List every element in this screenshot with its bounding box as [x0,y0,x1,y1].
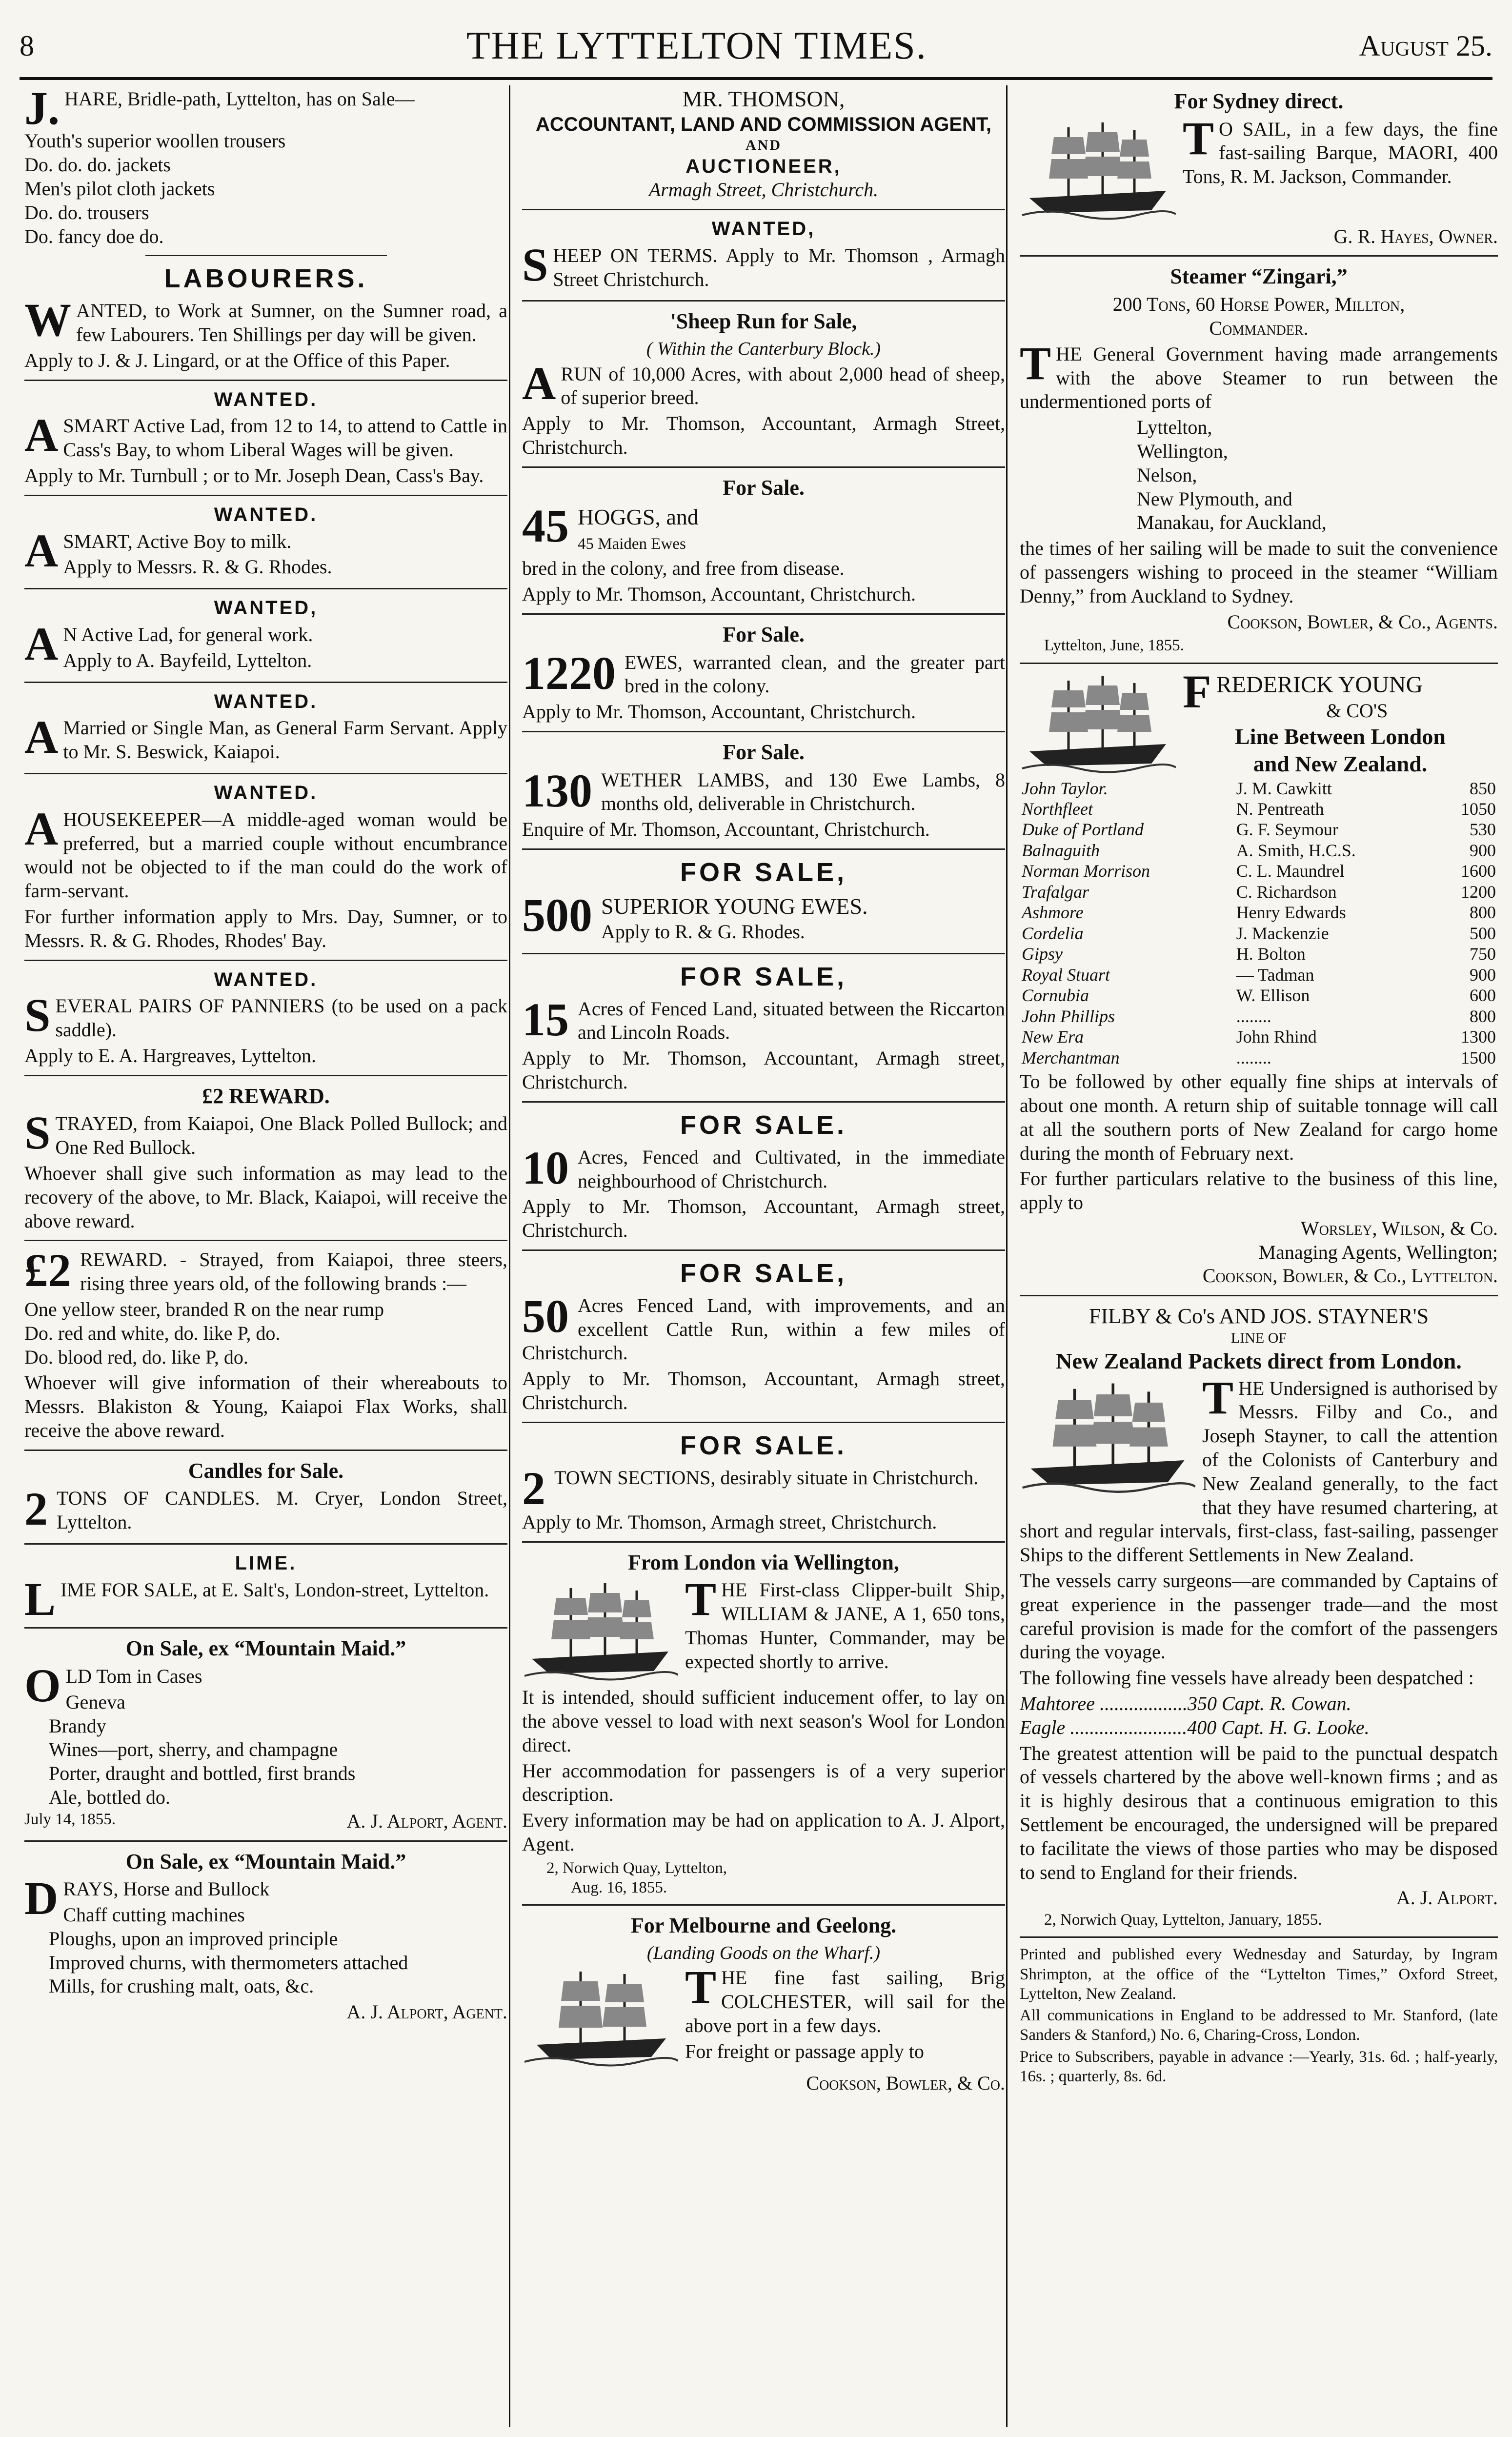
ad-acres-50 [522,1258,1005,1415]
captain: N. Pentreath [1236,799,1324,819]
newspaper-title: THE LYTTELTON TIMES. [466,24,927,68]
ad-sydney [1020,88,1498,248]
ad-wanted-active-lad [24,596,507,674]
big-figure: 500 [522,888,592,941]
list-item: Improved churns, with thermometers attached [49,1951,408,1974]
list-item: Lyttelton, [1137,416,1212,439]
list-item: Do. blood red, do. like P, do. [24,1346,248,1368]
list-item: Wines—port, sherry, and champagne [49,1738,338,1761]
table-row [1020,1006,1498,1027]
tonnage: 1200 [1461,882,1496,902]
tonnage: 800 [1470,1006,1496,1026]
ad-body: SMART Active Lad, from 12 to 14, to attend to Cattle in Cass's Bay, to whom Liberal Wages will be given. [63,415,507,461]
ad-heading: For Sale. [723,622,805,646]
ad-body: HE General Government having made arrangements with the above Steamer to run between the undermentioned ports of [1020,342,1498,413]
ad-heading: FOR SALE, [680,962,847,991]
ad-signature: Cookson, Bowler, & Co., Agents. [1227,610,1498,633]
ad-heading: LABOURERS. [164,264,368,294]
ad-heading: REDERICK YOUNG [1216,671,1423,698]
ad-heading: £2 REWARD. [202,1084,330,1108]
drop-initial: T [1202,1371,1234,1424]
ad-heading: WANTED. [214,504,318,525]
ad-body: Married or Single Man, as General Farm Servant. Apply to Mr. S. Beswick, Kaiapoi. [63,717,507,763]
sailing-ship-icon [1020,671,1176,778]
masthead [20,20,1492,73]
ad-london-wellington [522,1550,1005,1898]
ad-date: Aug. 16, 1855. [571,1879,667,1897]
sailing-ship-icon [1020,118,1176,225]
ad-heading: Steamer “Zingari,” [1170,264,1348,289]
ad-paragraph: The greatest attention will be paid to the punctual despatch of vessels chartered by the above well-known firms ; and as it is highly desirous that a continuous emigration to this Settlement be encouraged, the undersigned will be prepared to facilitate the views of those parties who may be disposed to send to England for their friends. [1020,1742,1498,1883]
ad-heading: On Sale, ex “Mountain Maid.” [125,1849,406,1873]
ad-body: WETHER LAMBS, and 130 Ewe Lambs, 8 months old, deliverable in Christchurch. [601,768,1005,815]
captain: A. Smith, H.C.S. [1236,840,1356,860]
table-row [1020,1027,1498,1047]
list-item: Wellington, [1137,440,1228,462]
drop-initial: A [522,357,556,409]
drop-initial: D [24,1872,59,1925]
ad-heading: WANTED. [214,782,318,804]
tonnage: 1050 [1461,799,1496,819]
ad-paragraph: To be followed by other equally fine ships at intervals of about one month. A return ship of suitable tonnage will call at all the southern ports of New Zealand for cargo home during the month of February next. [1020,1070,1498,1164]
ad-reward-steers [24,1244,507,1442]
big-figure: £2 [24,1244,71,1297]
ad-body: O SAIL, in a few days, the fine fast-sailing Barque, MAORI, 400 Tons, R. M. Jackson, Commander. [1183,118,1498,188]
list-item: Do. do. trousers [24,201,149,223]
ad-body: IME FOR SALE, at E. Salt's, London-street, Lyttelton. [60,1578,489,1601]
imprint-paragraph: Printed and published every Wednesday and Saturday, by Ingram Shrimpton, at the office of the “Lyttelton Times,” Oxford Street, Lyttelton, New Zealand. [1020,1946,1498,2003]
ad-signature: A. J. Alport. [1396,1887,1498,1909]
ad-apply: Apply to Messrs. R. & G. Rhodes. [63,556,332,578]
ad-lambs [522,739,1005,842]
big-figure: 50 [522,1289,569,1342]
list-item: Do. do. do. jackets [24,154,171,176]
table-row [1020,861,1498,881]
big-figure: 2 [522,1462,545,1514]
ad-body: RAYS, Horse and Bullock [63,1878,270,1900]
table-row [1020,1047,1498,1068]
ad-signature: G. R. Hayes, Owner. [1333,225,1498,247]
ad-date: July 14, 1855. [24,1810,116,1828]
drop-initial: L [24,1572,56,1625]
sailing-ship-icon [522,1578,678,1686]
column-1 [20,85,512,2427]
drop-initial: A [24,802,59,855]
ad-body: HEEP ON TERMS. Apply to Mr. Thomson , Armagh Street Christchurch. [553,244,1005,290]
list-item: Do. fancy doe do. [24,225,164,247]
ad-subheading: ACCOUNTANT, LAND AND COMMISSION AGENT, [535,114,992,136]
captain: C. L. Maundrel [1236,861,1345,881]
list-item: Do. red and white, do. like P, do. [24,1322,281,1344]
ad-frederick-young [1020,665,1498,1289]
vessel-line: Eagle ........................400 Capt. H. G. Looke. [1020,1716,1370,1738]
ad-heading: WANTED, [711,218,816,240]
ad-subheading: & CO'S [1326,700,1388,722]
tonnage: 900 [1470,840,1496,860]
table-row [1020,923,1498,944]
drop-initial: S [24,1107,51,1159]
ad-signature: Managing Agents, Wellington; [1258,1241,1498,1263]
ad-young-ewes [522,857,1005,946]
ad-signature: A. J. Alport, Agent. [346,1810,507,1832]
tonnage: 500 [1470,923,1496,943]
ad-signature: A. J. Alport, Agent. [346,2001,507,2023]
ad-thomson-card [522,85,1005,202]
big-figure: 15 [522,993,569,1046]
ad-body: TONS OF CANDLES. M. Cryer, London Street, Lyttelton. [57,1487,507,1533]
ad-wanted-housekeeper [24,781,507,953]
ad-heading: For Melbourne and Geelong. [630,1913,897,1938]
ad-candles [24,1458,507,1536]
tonnage: 1300 [1461,1027,1496,1047]
ad-body: EWES, warranted clean, and the greater part bred in the colony. [625,651,1005,697]
drop-initial: T [1183,112,1214,164]
drop-initial: T [1020,337,1051,389]
ad-body: HE Undersigned is authorised by Messrs. Filby and Co., and Joseph Stayner, to call the attention of the Colonists of Canterbury and New Zealand generally, to the fact that they have resumed chartering, at short and regular intervals, first-class, fast-sailing, passenger Ships to the different Settlements in New Zealand. [1020,1377,1498,1566]
ad-sheep-on-terms [522,217,1005,293]
ad-apply: Apply to Mr. Thomson, Accountant, Armagh street, Christchurch. [522,1368,1005,1413]
ship-name: John Phillips [1022,1006,1115,1026]
ad-body: EVERAL PAIRS OF PANNIERS (to be used on a pack saddle). [55,995,507,1041]
ad-apply: Apply to Mr. Turnbull ; or to Mr. Joseph Dean, Cass's Bay. [24,464,484,487]
ad-apply: Apply to Mr. Thomson, Accountant, Armagh Street, Christchurch. [522,412,1005,458]
drop-initial: T [685,1961,717,2014]
fleet-table [1020,778,1498,1068]
drop-initial: S [522,238,548,291]
ad-apply: Apply to Mr. Thomson, Armagh street, Christchurch. [522,1511,937,1533]
ship-name: Cordelia [1022,923,1084,943]
ad-town-sections [522,1430,1005,1534]
ad-more: Whoever shall give such information as may lead to the recovery of the above, to Mr. Black, Kaiapoi, will receive the above reward. [24,1162,507,1232]
ad-more: bred in the colony, and free from disease. [522,557,845,580]
ad-more: the times of her sailing will be made to suit the convenience of passengers wishing to proceed in the steamer “William Denny,” from Auckland to Sydney. [1020,537,1498,607]
imprint-paragraph: Price to Subscribers, payable in advance :—Yearly, 31s. 6d. ; half-yearly, 16s. ; quarterly, 8s. 6d. [1020,2048,1498,2085]
ad-heading: Candles for Sale. [188,1458,344,1483]
ship-name: Balnaguith [1022,840,1100,860]
ad-zingari [1020,263,1498,655]
ad-acres-15 [522,961,1005,1094]
drop-initial: S [24,989,51,1042]
imprint [1020,1945,1498,2086]
ad-heading: WANTED. [214,690,318,712]
ad-body: HARE, Bridle-path, Lyttelton, has on Sale— [64,88,415,110]
captain: C. Richardson [1236,882,1337,902]
ad-date: Lyttelton, June, 1855. [1044,637,1184,655]
tonnage: 900 [1470,965,1496,985]
list-item: Mills, for crushing malt, oats, &c. [49,1975,314,1997]
ad-apply: Apply to J. & J. Lingard, or at the Office of this Paper. [24,349,450,371]
table-row [1020,985,1498,1006]
ad-paragraph: Every information may be had on application to A. J. Alport, Agent. [522,1809,1005,1855]
ad-heading: For Sydney direct. [1174,89,1344,113]
list-item: Brandy [49,1714,106,1737]
big-figure: 2 [24,1483,48,1535]
ad-heading: For Sale. [723,475,805,500]
ad-body: TRAYED, from Kaiapoi, One Black Polled Bullock; and One Red Bullock. [55,1112,507,1159]
big-figure: 45 [522,500,569,552]
ad-paragraph: For further particulars relative to the business of this line, apply to [1020,1168,1498,1214]
ad-paragraph: The following fine vessels have already been despatched : [1020,1667,1474,1689]
ad-body: HOGGS, and [578,504,699,530]
ad-apply: Apply to Mr. Thomson, Accountant, Christchurch. [522,583,916,605]
drop-initial: A [24,711,59,764]
ad-body: SMART, Active Boy to milk. [63,530,292,552]
column-2 [517,85,1010,2427]
ad-subheading: Line Between London [1235,724,1446,749]
ad-lime [24,1551,507,1625]
ad-subheading: ( Within the Canterbury Block.) [646,339,881,360]
page-number: 8 [20,30,34,62]
table-row [1020,819,1498,840]
captain: G. F. Seymour [1236,820,1338,840]
ad-body: RUN of 10,000 Acres, with about 2,000 head of sheep, of superior breed. [561,363,1005,409]
tonnage: 600 [1470,986,1496,1006]
ad-wanted-servant [24,690,507,766]
ad-apply: For further information apply to Mrs. Day, Sumner, or to Messrs. R. & G. Rhodes, Rhodes' Bay. [24,905,507,951]
ad-signature: Cookson, Bowler, & Co. [806,2072,1005,2095]
ad-wanted-panniers [24,968,507,1068]
ad-subheading: (Landing Goods on the Wharf.) [646,1943,881,1964]
ad-body: N Active Lad, for general work. [63,624,313,646]
ad-apply: Apply to E. A. Hargreaves, Lyttelton. [24,1044,317,1067]
drop-initial: J. [24,85,60,134]
ship-name: New Era [1022,1027,1084,1047]
ad-subheading: New Zealand Packets direct from London. [1056,1348,1462,1373]
captain: ........ [1236,1047,1271,1067]
sailing-ship-icon [522,1964,678,2072]
tonnage: 750 [1470,944,1496,964]
captain: J. M. Cawkitt [1236,778,1332,798]
ship-name: Merchantman [1022,1047,1120,1067]
big-figure: 10 [522,1141,569,1194]
captain: J. Mackenzie [1236,923,1329,943]
drop-initial: A [24,409,59,462]
ad-heading: FOR SALE. [680,1430,847,1460]
column-3 [1015,85,1503,2427]
ad-mountain-maid-spirits [24,1635,507,1833]
drop-initial: O [24,1659,61,1712]
ad-melbourne-geelong [522,1913,1005,2095]
ad-heading: LIME. [235,1552,297,1574]
ad-reward-bullock [24,1083,507,1233]
ship-name: Norman Morrison [1022,861,1150,881]
ad-wanted-lad [24,388,507,488]
big-figure: 130 [522,764,592,817]
ad-apply: Apply to R. & G. Rhodes. [601,920,805,943]
ad-body: HE fine fast sailing, Brig COLCHESTER, will sail for the above port in a few days. [685,1967,1005,2036]
tonnage: 850 [1470,778,1496,798]
tonnage: 1500 [1461,1047,1496,1067]
ad-address: Armagh Street, Christchurch. [648,179,879,201]
list-item: Men's pilot cloth jackets [24,177,215,200]
captain: John Rhind [1236,1027,1317,1047]
ad-subheading: 200 Tons, 60 Horse Power, Millton, [1112,293,1405,316]
table-row [1020,840,1498,861]
ad-body: LD Tom in Cases [65,1665,202,1687]
table-row [1020,778,1498,799]
ad-subheading: Commander. [1209,317,1309,339]
ad-paragraph: Her accommodation for passengers is of a very superior description. [522,1759,1005,1806]
ad-paragraph: It is intended, should sufficient inducement offer, to lay on the above vessel to load with next season's Wool for London direct. [522,1686,1005,1756]
ad-body: HE First-class Clipper-built Ship, WILLIAM & JANE, A 1, 650 tons, Thomas Hunter, Commander, may be expected shortly to arrive. [685,1579,1005,1672]
ad-subheading: AUCTIONEER, [685,155,842,177]
tonnage: 1600 [1461,861,1496,881]
ad-address: 2, Norwich Quay, Lyttelton, January, 1855. [1044,1911,1322,1929]
ship-name: Trafalgar [1022,882,1089,902]
ad-body: Acres Fenced Land, with improvements, and an excellent Cattle Run, within a few miles of Christchurch. [522,1294,1005,1364]
ad-conjunction: AND [746,137,782,153]
ad-body: HOUSEKEEPER—A middle-aged woman would be preferred, but a married couple without encumbrance would not be objected to if the man could do the work of farm-servant. [24,808,507,902]
ad-apply: For freight or passage apply to [685,2040,924,2062]
ad-mountain-maid-machinery [24,1849,507,2024]
list-item: Chaff cutting machines [63,1903,245,1926]
ship-name: Duke of Portland [1022,820,1144,840]
list-item: Manakau, for Auckland, [1137,511,1327,534]
table-row [1020,799,1498,819]
ship-name: Cornubia [1022,986,1089,1006]
ad-heading: FOR SALE, [680,1258,847,1288]
ad-heading: WANTED. [214,388,318,410]
ad-acres-10 [522,1109,1005,1243]
list-item: New Plymouth, and [1137,487,1292,510]
ship-name: Royal Stuart [1022,965,1110,985]
list-item: Ploughs, upon an improved principle [49,1927,338,1950]
tonnage: 530 [1470,820,1496,840]
ad-heading: For Sale. [723,740,805,764]
ad-hare [24,87,507,248]
captain: Henry Edwards [1236,903,1346,923]
ad-subheading: LINE OF [1230,1329,1287,1346]
vessel-line: Mahtoree ..................350 Capt. R. Cowan. [1020,1692,1351,1715]
ad-heading: WANTED. [214,968,318,990]
ad-body: REWARD. - Strayed, from Kaiapoi, three steers, rising three years old, of the following brands :— [80,1249,507,1295]
ad-heading: WANTED, [214,597,318,619]
list-item: Ale, bottled do. [49,1786,170,1808]
list-item: Youth's superior woollen trousers [24,130,286,152]
captain: ........ [1236,1006,1271,1026]
drop-initial: W [24,294,71,346]
ad-wanted-boy [24,503,507,581]
list-item: Nelson, [1137,463,1197,486]
ad-signature: Worsley, Wilson, & Co. [1300,1217,1498,1239]
table-row [1020,902,1498,923]
captain: W. Ellison [1236,986,1310,1006]
table-row [1020,944,1498,964]
list-item: One yellow steer, branded R on the near rump [24,1298,384,1321]
ad-body: SUPERIOR YOUNG EWES. [601,893,868,919]
drop-initial: T [685,1573,717,1626]
ad-apply: Apply to Mr. Thomson, Accountant, Christchurch. [522,701,916,723]
list-item: Geneva [65,1691,125,1713]
ad-ewes [522,622,1005,724]
ad-body: TOWN SECTIONS, desirably situate in Christchurch. [554,1466,979,1489]
ad-apply: Enquire of Mr. Thomson, Accountant, Christchurch. [522,818,930,841]
captain: — Tadman [1236,965,1314,985]
ad-heading: FOR SALE. [680,1110,847,1140]
ad-apply: Apply to Mr. Thomson, Accountant, Armagh street, Christchurch. [522,1195,1005,1242]
issue-date: August 25. [1359,30,1492,62]
table-row [1020,965,1498,985]
tonnage: 800 [1470,903,1496,923]
ad-paragraph: The vessels carry surgeons—are commanded by Captains of great experience in the passenger trade—and the most careful provision is made for the comfort of the passengers during the voyage. [1020,1570,1498,1663]
ship-name: John Taylor. [1022,778,1108,798]
ship-name: Gipsy [1022,944,1063,964]
ad-apply: Apply to Mr. Thomson, Accountant, Armagh street, Christchurch. [522,1047,1005,1093]
drop-initial: A [24,618,59,670]
ad-filby-stayner [1020,1303,1498,1930]
imprint-paragraph: All communications in England to be addressed to Mr. Stanford, (late Sanders & Stanford,) No. 6, Charing-Cross, London. [1020,2007,1498,2044]
ad-labourers [24,263,507,372]
ad-subheading: and New Zealand. [1253,751,1428,776]
ad-apply: Apply to A. Bayfeild, Lyttelton. [63,649,312,671]
table-row [1020,882,1498,902]
ad-heading: MR. THOMSON, [682,86,845,111]
captain: H. Bolton [1236,944,1306,964]
ad-body: Acres, Fenced and Cultivated, in the immediate neighbourhood of Christchurch. [578,1146,1005,1192]
ad-address: 2, Norwich Quay, Lyttelton, [546,1859,727,1877]
ship-name: Northfleet [1022,799,1093,819]
drop-initial: F [1183,665,1211,718]
ad-heading: FILBY & Co's AND JOS. STAYNER'S [1089,1304,1429,1329]
ad-heading: From London via Wellington, [628,1550,899,1574]
ad-more: Whoever will give information of their whereabouts to Messrs. Blakiston & Young, Kaiapoi Flax Works, shall receive the above reward. [24,1371,507,1441]
ad-heading: On Sale, ex “Mountain Maid.” [125,1636,406,1661]
list-item: Porter, draught and bottled, first brands [49,1762,356,1785]
ad-body: Acres of Fenced Land, situated between the Riccarton and Lincoln Roads. [578,997,1005,1044]
ad-signature: Cookson, Bowler, & Co., Lyttelton. [1202,1265,1498,1287]
masthead-rule [20,77,1492,80]
ad-sheep-run [522,308,1005,459]
big-figure: 1220 [522,646,616,699]
ship-name: Ashmore [1022,903,1084,923]
sailing-ship-icon [1020,1375,1195,1502]
ad-heading: 'Sheep Run for Sale, [670,309,857,334]
drop-initial: A [24,524,59,577]
ad-hoggs [522,475,1005,606]
ad-body: ANTED, to Work at Sumner, on the Sumner road, a few Labourers. Ten Shillings per day will be given. [76,300,507,346]
ad-heading: FOR SALE, [680,858,847,887]
ad-body: 45 Maiden Ewes [578,535,686,553]
